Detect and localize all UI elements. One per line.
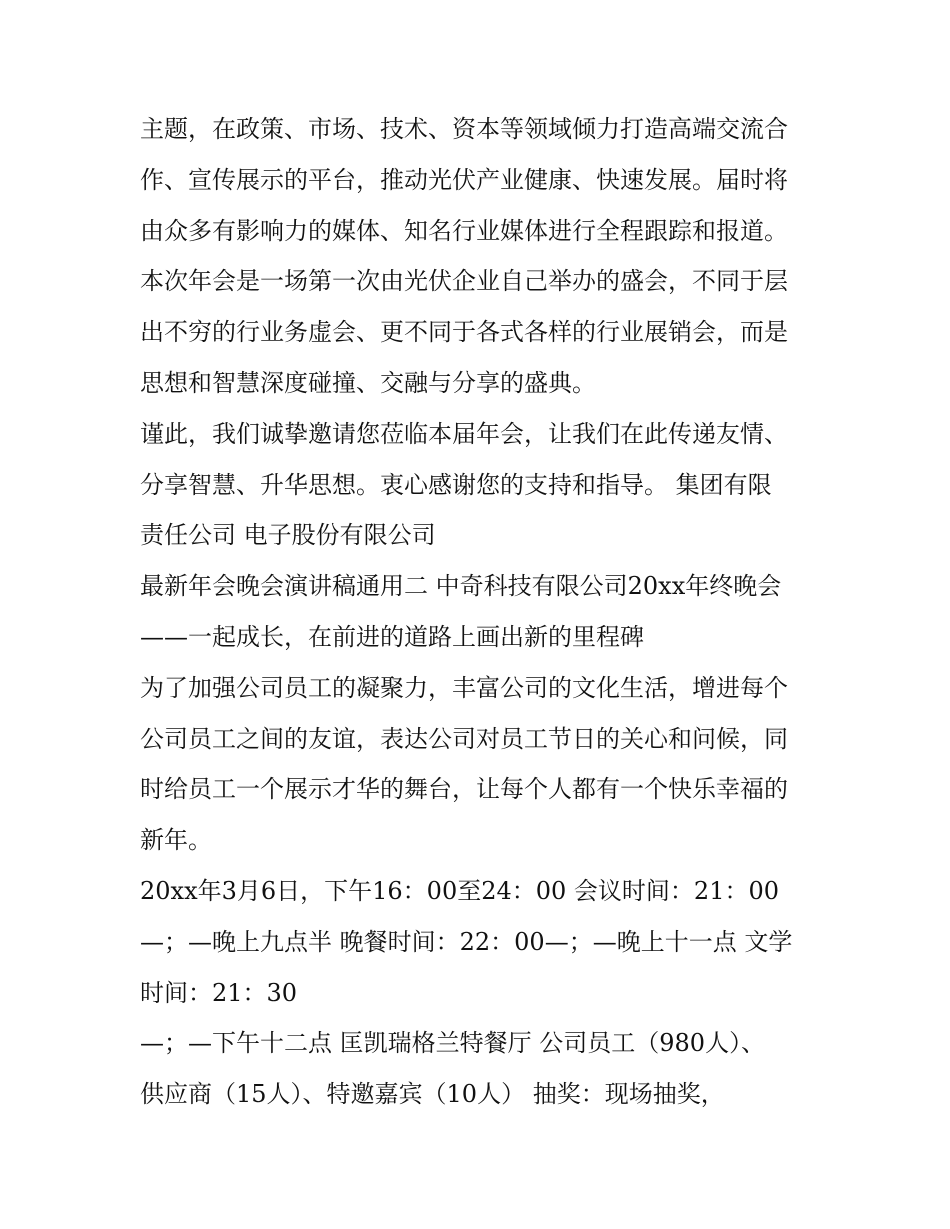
text-line: 20xx年3月6日，下午16：00至24：00 会议时间：21：00 xyxy=(140,876,780,905)
text-line: 责任公司 电子股份有限公司 xyxy=(140,521,436,550)
document-body xyxy=(140,104,820,1120)
text-line: 新年。 xyxy=(140,826,212,855)
text-line: 为了加强公司员工的凝聚力，丰富公司的文化生活，增进每个 xyxy=(140,673,788,702)
text-line: 由众多有影响力的媒体、知名行业媒体进行全程跟踪和报道。 xyxy=(140,216,788,245)
text-line: 时间：21：30 xyxy=(140,978,298,1007)
text-line: ——一起成长，在前进的道路上画出新的里程碑 xyxy=(140,622,644,651)
text-line: 最新年会晚会演讲稿通用二 中奇科技有限公司20xx年终晚会 xyxy=(140,572,782,601)
text-line: 时给员工一个展示才华的舞台，让每个人都有一个快乐幸福的 xyxy=(140,775,788,804)
text-line: —；—晚上九点半 晚餐时间：22：00—；—晚上十一点 文学 xyxy=(140,927,793,956)
text-line: 本次年会是一场第一次由光伏企业自己举办的盛会，不同于层 xyxy=(140,267,788,296)
text-line: —；—下午十二点 匡凯瑞格兰特餐厅 公司员工（980人）、 xyxy=(140,1029,766,1058)
text-line: 出不穷的行业务虚会、更不同于各式各样的行业展销会，而是 xyxy=(140,318,788,347)
text-line: 思想和智慧深度碰撞、交融与分享的盛典。 xyxy=(140,368,596,397)
text-line: 主题，在政策、市场、技术、资本等领域倾力打造高端交流合 xyxy=(140,115,788,143)
text-line: 谨此，我们诚挚邀请您莅临本届年会，让我们在此传递友情、 xyxy=(140,419,788,448)
text-line: 供应商（15人）、特邀嘉宾（10人） 抽奖：现场抽奖， xyxy=(140,1080,725,1109)
text-line: 公司员工之间的友谊，表达公司对员工节日的关心和问候，同 xyxy=(140,724,788,753)
text-line: 分享智慧、升华思想。衷心感谢您的支持和指导。 集团有限 xyxy=(140,470,772,499)
text-line: 作、宣传展示的平台，推动光伏产业健康、快速发展。届时将 xyxy=(140,165,788,194)
